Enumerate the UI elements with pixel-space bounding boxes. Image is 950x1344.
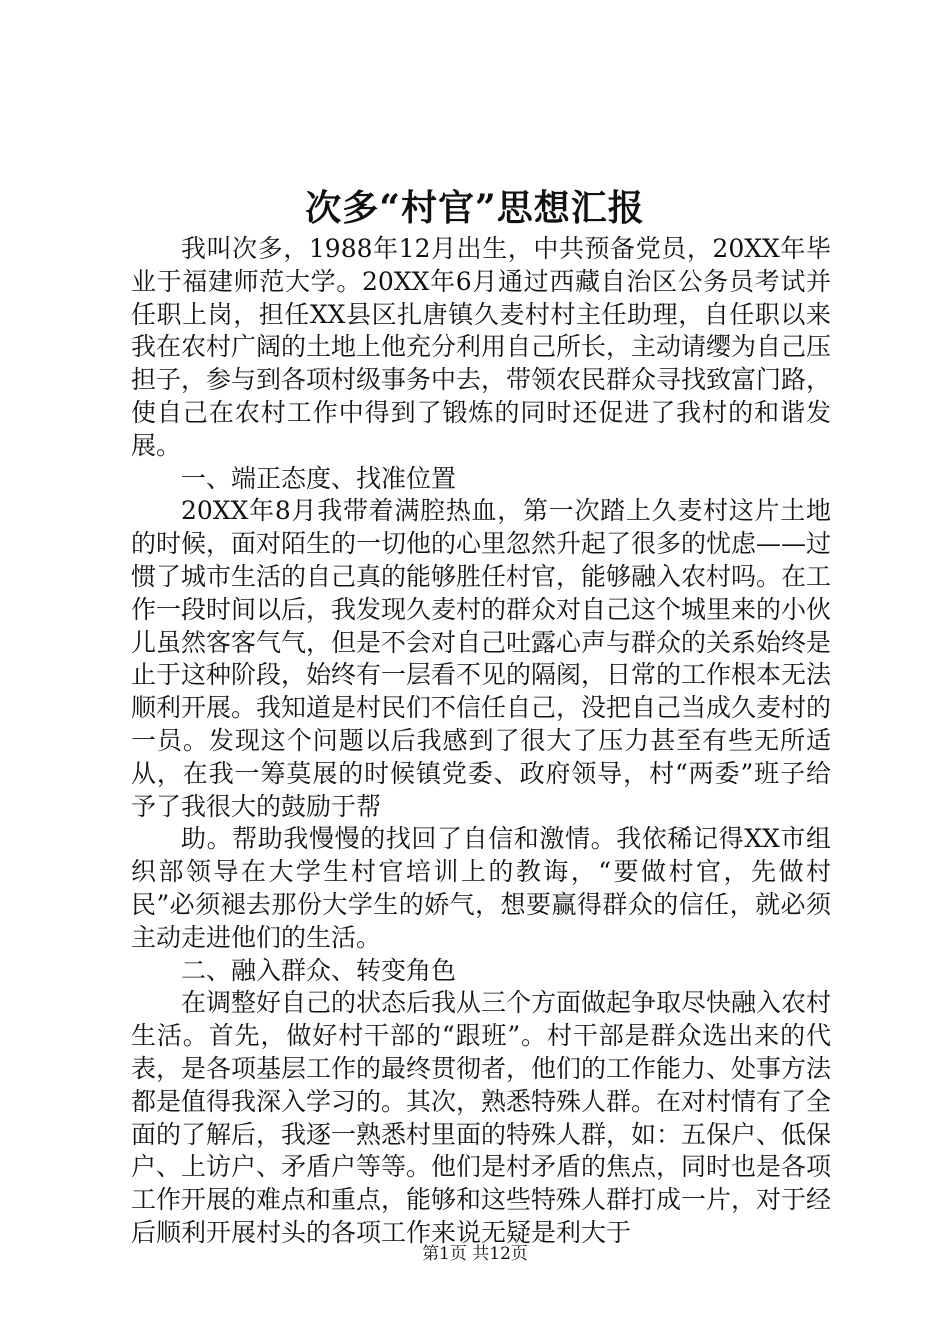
paragraph-intro: 我叫次多，1988年12月出生，中共预备党员，20XX年毕业于福建师范大学。20XX年6月通过西藏自治区公务员考试并任职上岗，担任XX县区扎唐镇久麦村村主任助理，自任职以来我在农村广阔的土地上他充分利用自己所长，主动请缨为自己压担子，参与到各项村级事务中去，带领农民群众寻找致富门路，使自己在农村工作中得到了锻炼的同时还促进了我村的和谐发展。 bbox=[131, 234, 832, 460]
document-title: 次多“村官”思想汇报 bbox=[305, 187, 645, 229]
paragraph-section-1: 20XX年8月我带着满腔热血，第一次踏上久麦村这片土地的时候，面对陌生的一切他的心里忽然升起了很多的忧虑——过惯了城市生活的自己真的能够胜任村官，能够融入农村吗。在工作一段时间以后，我发现久麦村的群众对自己这个城里来的小伙儿虽然客客气气，但是不会对自己吐露心声与群众的关系始终是止于这种阶段，始终有一层看不见的隔阂，日常的工作根本无法顺利开展。我知道是村民们不信任自己，没把自己当成久麦村的一员。发现这个问题以后我感到了很大了压力甚至有些无所适从，在我一筹莫展的时候镇党委、政府领导，村“两委”班子给予了我很大的鼓励于帮 bbox=[131, 496, 832, 821]
section-heading-2: 二、融入群众、转变角色 bbox=[181, 955, 457, 985]
paragraph-section-2: 在调整好自己的状态后我从三个方面做起争取尽快融入农村生活。首先，做好村干部的“跟班”。村干部是群众选出来的代表，是各项基层工作的最终贯彻者，他们的工作能力、处事方法都是值得我深入学习的。其次，熟悉特殊人群。在对村情有了全面的了解后，我逐一熟悉村里面的特殊人群，如：五保户、低保户、上访户、矛盾户等等。他们是村矛盾的焦点，同时也是各项工作开展的难点和重点，能够和这些特殊人群打成一片，对于经后顺利开展村头的各项工作来说无疑是利大于 bbox=[131, 988, 832, 1247]
document-body bbox=[131, 233, 831, 1250]
section-heading-1: 一、端正态度、找准位置 bbox=[181, 463, 457, 493]
page-number-footer: 第1页 共12页 bbox=[422, 1244, 528, 1264]
paragraph-section-1-continued: 助。帮助我慢慢的找回了自信和激情。我依稀记得XX市组织部领导在大学生村官培训上的教诲，“要做村官，先做村民”必须褪去那份大学生的娇气，想要赢得群众的信任，就必须主动走进他们的生活。 bbox=[131, 824, 831, 952]
